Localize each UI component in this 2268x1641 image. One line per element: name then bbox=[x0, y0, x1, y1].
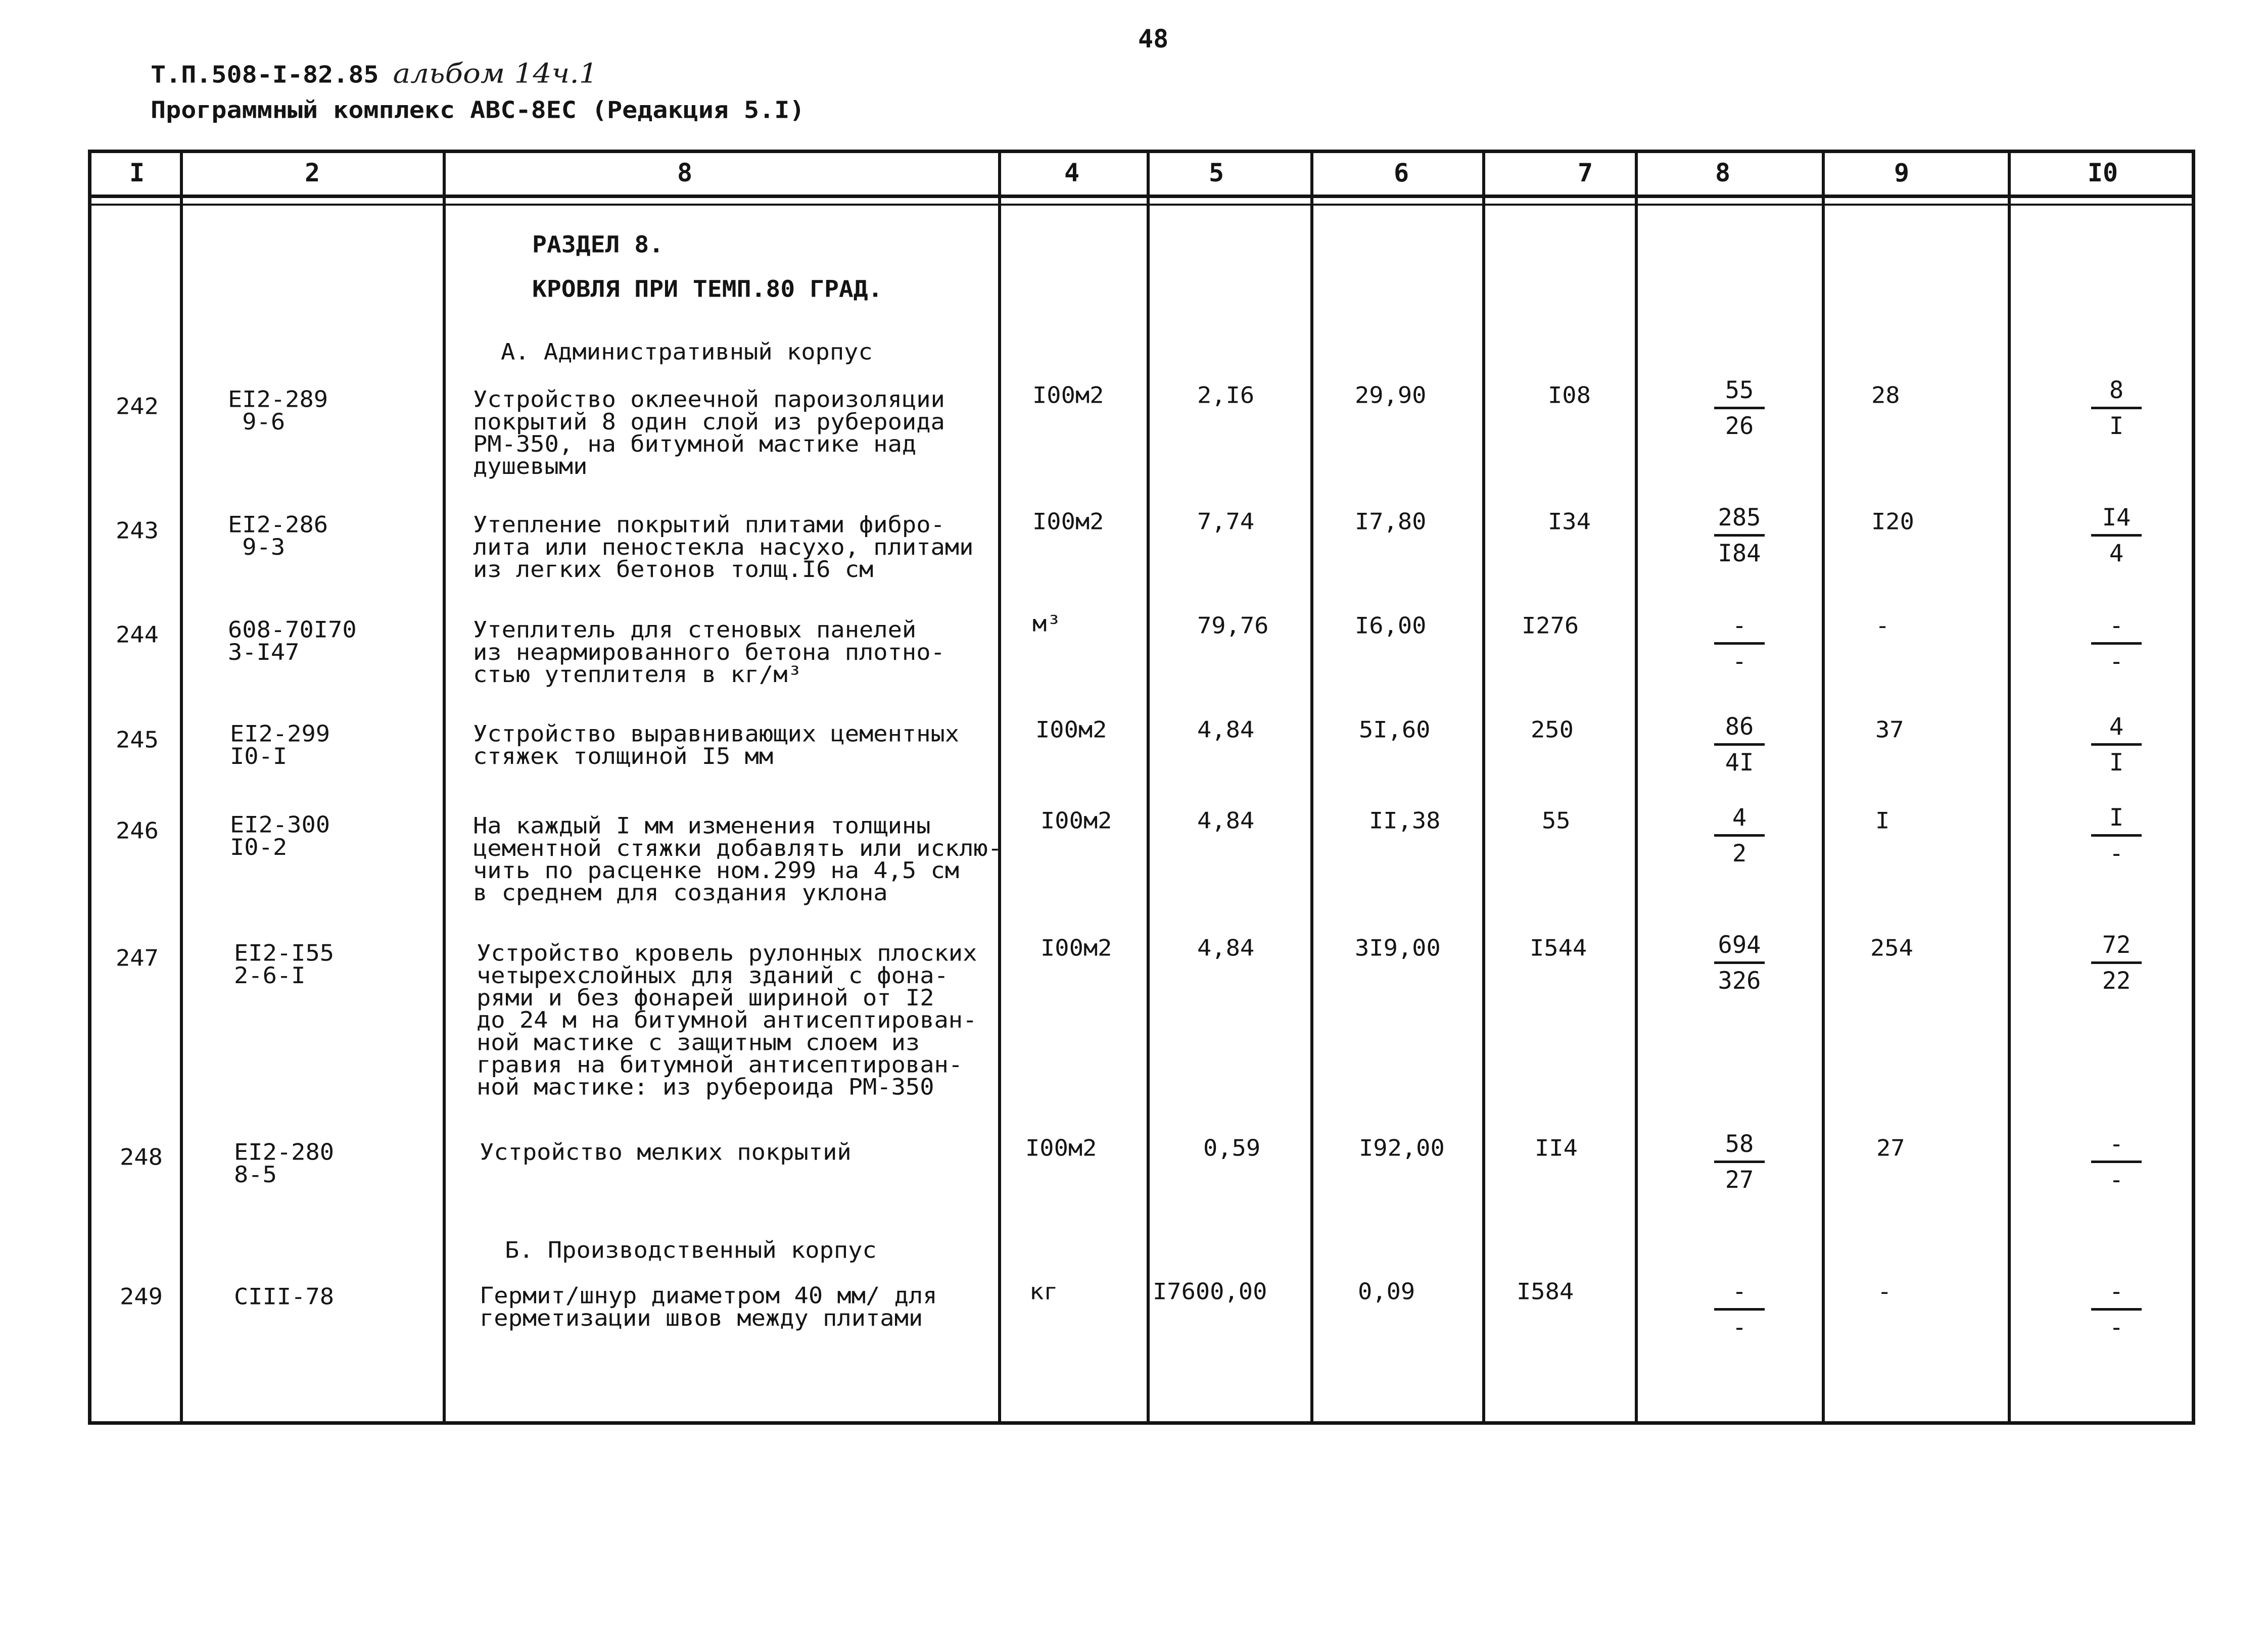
fraction-bar bbox=[1714, 407, 1765, 409]
fraction-denominator: 4I bbox=[1725, 749, 1754, 777]
quantity: 7,74 bbox=[1197, 509, 1255, 535]
wage-fraction bbox=[1707, 713, 1772, 777]
fraction-numerator: - bbox=[2109, 1278, 2124, 1306]
unit: I00м2 bbox=[1032, 382, 1104, 409]
fraction-numerator: 86 bbox=[1725, 713, 1754, 741]
fraction-denominator: I bbox=[2109, 412, 2124, 440]
column-9-value: 37 bbox=[1875, 717, 1904, 743]
fraction-denominator: 4 bbox=[2109, 540, 2124, 567]
fraction-bar bbox=[1714, 743, 1765, 746]
subsection-heading: А. Административный корпус bbox=[501, 339, 873, 365]
total-cost: I584 bbox=[1517, 1279, 1574, 1305]
unit-price: 3I9,00 bbox=[1355, 935, 1441, 961]
fraction-denominator: 2 bbox=[1732, 840, 1747, 867]
fraction-bar bbox=[1714, 834, 1765, 837]
fraction-bar bbox=[2091, 407, 2142, 409]
fraction-denominator: - bbox=[2109, 1166, 2124, 1194]
quantity: I7600,00 bbox=[1153, 1279, 1267, 1305]
total-cost: I544 bbox=[1530, 935, 1587, 961]
subsection-heading: Б. Производственный корпус bbox=[505, 1237, 877, 1264]
fraction-numerator: - bbox=[2109, 612, 2124, 640]
row-number: 247 bbox=[116, 945, 159, 972]
total-cost: I276 bbox=[1522, 613, 1579, 639]
fraction-numerator: 4 bbox=[1732, 804, 1747, 832]
fraction-bar bbox=[1714, 1308, 1765, 1311]
work-description: Утепление покрытий плитами фибро- лита или пеностекла насухо, плитами из легких бетонов толщ.I6 см bbox=[473, 512, 974, 583]
fraction-denominator: I bbox=[2109, 749, 2124, 777]
column-header: 7 bbox=[1577, 158, 1593, 187]
fraction-bar bbox=[2091, 743, 2142, 746]
fraction-numerator: I4 bbox=[2102, 504, 2131, 532]
column-10-fraction bbox=[2084, 804, 2149, 868]
column-10-fraction bbox=[2084, 504, 2149, 568]
total-cost: II4 bbox=[1535, 1135, 1578, 1162]
column-divider bbox=[1635, 153, 1638, 1421]
quantity: 4,84 bbox=[1197, 717, 1255, 743]
wage-fraction bbox=[1707, 1278, 1772, 1342]
fraction-numerator: I bbox=[2109, 804, 2124, 832]
fraction-bar bbox=[2091, 534, 2142, 537]
wage-fraction bbox=[1707, 931, 1772, 995]
wage-fraction bbox=[1707, 804, 1772, 868]
fraction-denominator: - bbox=[1732, 1314, 1747, 1341]
unit-price: I7,80 bbox=[1355, 509, 1427, 535]
fraction-bar bbox=[2091, 834, 2142, 837]
column-header: I0 bbox=[2087, 158, 2118, 187]
unit: I00м2 bbox=[1035, 717, 1107, 743]
column-10-fraction bbox=[2084, 713, 2149, 777]
work-description: На каждый I мм изменения толщины цементной стяжки добавлять или исклю- чить по расценке ном.299 на 4,5 см в среднем для создания уклона bbox=[473, 813, 1002, 906]
column-header: I bbox=[129, 158, 145, 187]
column-divider bbox=[998, 153, 1001, 1421]
column-10-fraction bbox=[2084, 1130, 2149, 1194]
wage-fraction bbox=[1707, 376, 1772, 441]
header-rule-lower bbox=[91, 204, 2192, 206]
work-description: Гермит/шнур диаметром 40 мм/ для герметизации швов между плитами bbox=[480, 1283, 937, 1332]
column-header: 9 bbox=[1894, 158, 1910, 187]
unit-price: 0,09 bbox=[1358, 1279, 1415, 1305]
work-description: Утеплитель для стеновых панелей из неармированного бетона плотно- стью утеплителя в кг/м³ bbox=[473, 617, 945, 688]
fraction-numerator: - bbox=[1732, 612, 1747, 640]
handwritten-album-note: альбом 14ч.1 bbox=[393, 57, 598, 89]
work-description: Устройство оклеечной пароизоляции покрытий 8 один слой из рубероида РМ-350, на битумной мастике над душевыми bbox=[473, 387, 945, 480]
column-header: 8 bbox=[677, 158, 693, 187]
unit: кг bbox=[1029, 1279, 1058, 1305]
column-10-fraction bbox=[2084, 376, 2149, 441]
fraction-bar bbox=[2091, 642, 2142, 645]
fraction-denominator: 22 bbox=[2102, 967, 2131, 995]
column-9-value: I20 bbox=[1871, 509, 1914, 535]
page-number: 48 bbox=[1138, 24, 1169, 54]
quantity: 2,I6 bbox=[1197, 382, 1255, 409]
fraction-denominator: I84 bbox=[1718, 540, 1761, 567]
row-number: 248 bbox=[120, 1144, 163, 1171]
fraction-numerator: 72 bbox=[2102, 931, 2131, 959]
column-9-value: - bbox=[1877, 1279, 1892, 1305]
column-divider bbox=[2008, 153, 2011, 1421]
column-divider bbox=[1482, 153, 1485, 1421]
software-line: Программный комплекс АВС-8ЕС (Редакция 5.I) bbox=[151, 96, 805, 124]
fraction-bar bbox=[2091, 961, 2142, 964]
fraction-denominator: 326 bbox=[1718, 967, 1761, 995]
fraction-denominator: - bbox=[2109, 1314, 2124, 1341]
row-number: 249 bbox=[120, 1284, 163, 1310]
column-10-fraction bbox=[2084, 612, 2149, 676]
fraction-numerator: 4 bbox=[2109, 713, 2124, 741]
row-number: 246 bbox=[116, 818, 159, 844]
section-title: РАЗДЕЛ 8. bbox=[532, 231, 664, 258]
unit: I00м2 bbox=[1041, 935, 1112, 961]
column-10-fraction bbox=[2084, 931, 2149, 995]
fraction-bar bbox=[2091, 1308, 2142, 1311]
column-divider bbox=[1147, 153, 1150, 1421]
column-9-value: 254 bbox=[1870, 935, 1913, 961]
row-number: 245 bbox=[116, 727, 159, 753]
unit: м³ bbox=[1032, 611, 1061, 637]
wage-fraction bbox=[1707, 504, 1772, 568]
fraction-numerator: - bbox=[1732, 1278, 1747, 1306]
column-header: 4 bbox=[1064, 158, 1080, 187]
row-number: 242 bbox=[116, 394, 159, 420]
fraction-bar bbox=[1714, 642, 1765, 645]
rate-code: EI2-280 8-5 bbox=[234, 1139, 335, 1188]
column-divider bbox=[1310, 153, 1313, 1421]
total-cost: 55 bbox=[1542, 808, 1571, 834]
column-9-value: - bbox=[1875, 613, 1890, 639]
column-header: 8 bbox=[1715, 158, 1731, 187]
document-code-line bbox=[151, 56, 805, 92]
wage-fraction bbox=[1707, 612, 1772, 676]
rate-code: 608-70I70 3-I47 bbox=[228, 617, 357, 666]
fraction-bar bbox=[1714, 534, 1765, 537]
rate-code: EI2-289 9-6 bbox=[228, 387, 328, 436]
fraction-numerator: 55 bbox=[1725, 376, 1754, 404]
rate-code: EI2-286 9-3 bbox=[228, 512, 328, 561]
rate-code: EI2-299 I0-I bbox=[230, 721, 330, 770]
unit-price: II,38 bbox=[1369, 808, 1441, 834]
column-header: 5 bbox=[1208, 158, 1224, 187]
fraction-bar bbox=[1714, 961, 1765, 964]
header-rule bbox=[91, 195, 2192, 198]
work-description: Устройство кровель рулонных плоских четырехслойных для зданий с фона- рями и без фонарей шириной от I2 до 24 м на битумной антисептирован- ной мастике с защитным слоем из гравия на битумной антисептирован- ной мастике: из рубероида РМ-350 bbox=[477, 940, 977, 1101]
work-description: Устройство мелких покрытий bbox=[480, 1139, 852, 1166]
total-cost: I34 bbox=[1548, 509, 1591, 535]
fraction-numerator: 694 bbox=[1718, 931, 1761, 959]
total-cost: 250 bbox=[1531, 717, 1574, 743]
row-number: 243 bbox=[116, 518, 159, 544]
unit-price: I6,00 bbox=[1355, 613, 1427, 639]
column-divider bbox=[180, 153, 183, 1421]
quantity: 0,59 bbox=[1203, 1135, 1261, 1162]
quantity: 4,84 bbox=[1197, 808, 1255, 834]
quantity: 79,76 bbox=[1197, 613, 1269, 639]
fraction-denominator: - bbox=[2109, 648, 2124, 675]
rate-code: CIII-78 bbox=[234, 1284, 335, 1310]
total-cost: I08 bbox=[1548, 382, 1591, 409]
rate-code: EI2-300 I0-2 bbox=[230, 812, 330, 861]
unit: I00м2 bbox=[1041, 808, 1112, 834]
unit: I00м2 bbox=[1025, 1135, 1097, 1162]
document-code: Т.П.508-I-82.85 bbox=[151, 61, 379, 88]
section-subtitle: КРОВЛЯ ПРИ ТЕМП.80 ГРАД. bbox=[532, 276, 883, 303]
column-9-value: 27 bbox=[1876, 1135, 1905, 1162]
wage-fraction bbox=[1707, 1130, 1772, 1194]
fraction-denominator: 26 bbox=[1725, 412, 1754, 440]
work-description: Устройство выравнивающих цементных стяжек толщиной I5 мм bbox=[473, 721, 960, 770]
column-9-value: 28 bbox=[1871, 382, 1900, 409]
fraction-numerator: 285 bbox=[1718, 504, 1761, 532]
unit-price: 5I,60 bbox=[1359, 717, 1431, 743]
fraction-denominator: - bbox=[2109, 840, 2124, 867]
column-10-fraction bbox=[2084, 1278, 2149, 1342]
fraction-denominator: 27 bbox=[1725, 1166, 1754, 1194]
quantity: 4,84 bbox=[1197, 935, 1255, 961]
fraction-bar bbox=[2091, 1161, 2142, 1163]
unit-price: I92,00 bbox=[1359, 1135, 1445, 1162]
document-header bbox=[151, 56, 805, 128]
fraction-bar bbox=[1714, 1161, 1765, 1163]
row-number: 244 bbox=[116, 622, 159, 648]
unit-price: 29,90 bbox=[1355, 382, 1427, 409]
rate-code: EI2-I55 2-6-I bbox=[234, 940, 335, 989]
fraction-denominator: - bbox=[1732, 648, 1747, 675]
estimate-table bbox=[88, 150, 2195, 1425]
fraction-numerator: 8 bbox=[2109, 376, 2124, 404]
column-header: 2 bbox=[304, 158, 320, 187]
column-9-value: I bbox=[1875, 808, 1890, 834]
column-divider bbox=[1822, 153, 1825, 1421]
fraction-numerator: - bbox=[2109, 1130, 2124, 1158]
fraction-numerator: 58 bbox=[1725, 1130, 1754, 1158]
unit: I00м2 bbox=[1032, 509, 1104, 535]
column-divider bbox=[443, 153, 446, 1421]
column-header: 6 bbox=[1393, 158, 1409, 187]
